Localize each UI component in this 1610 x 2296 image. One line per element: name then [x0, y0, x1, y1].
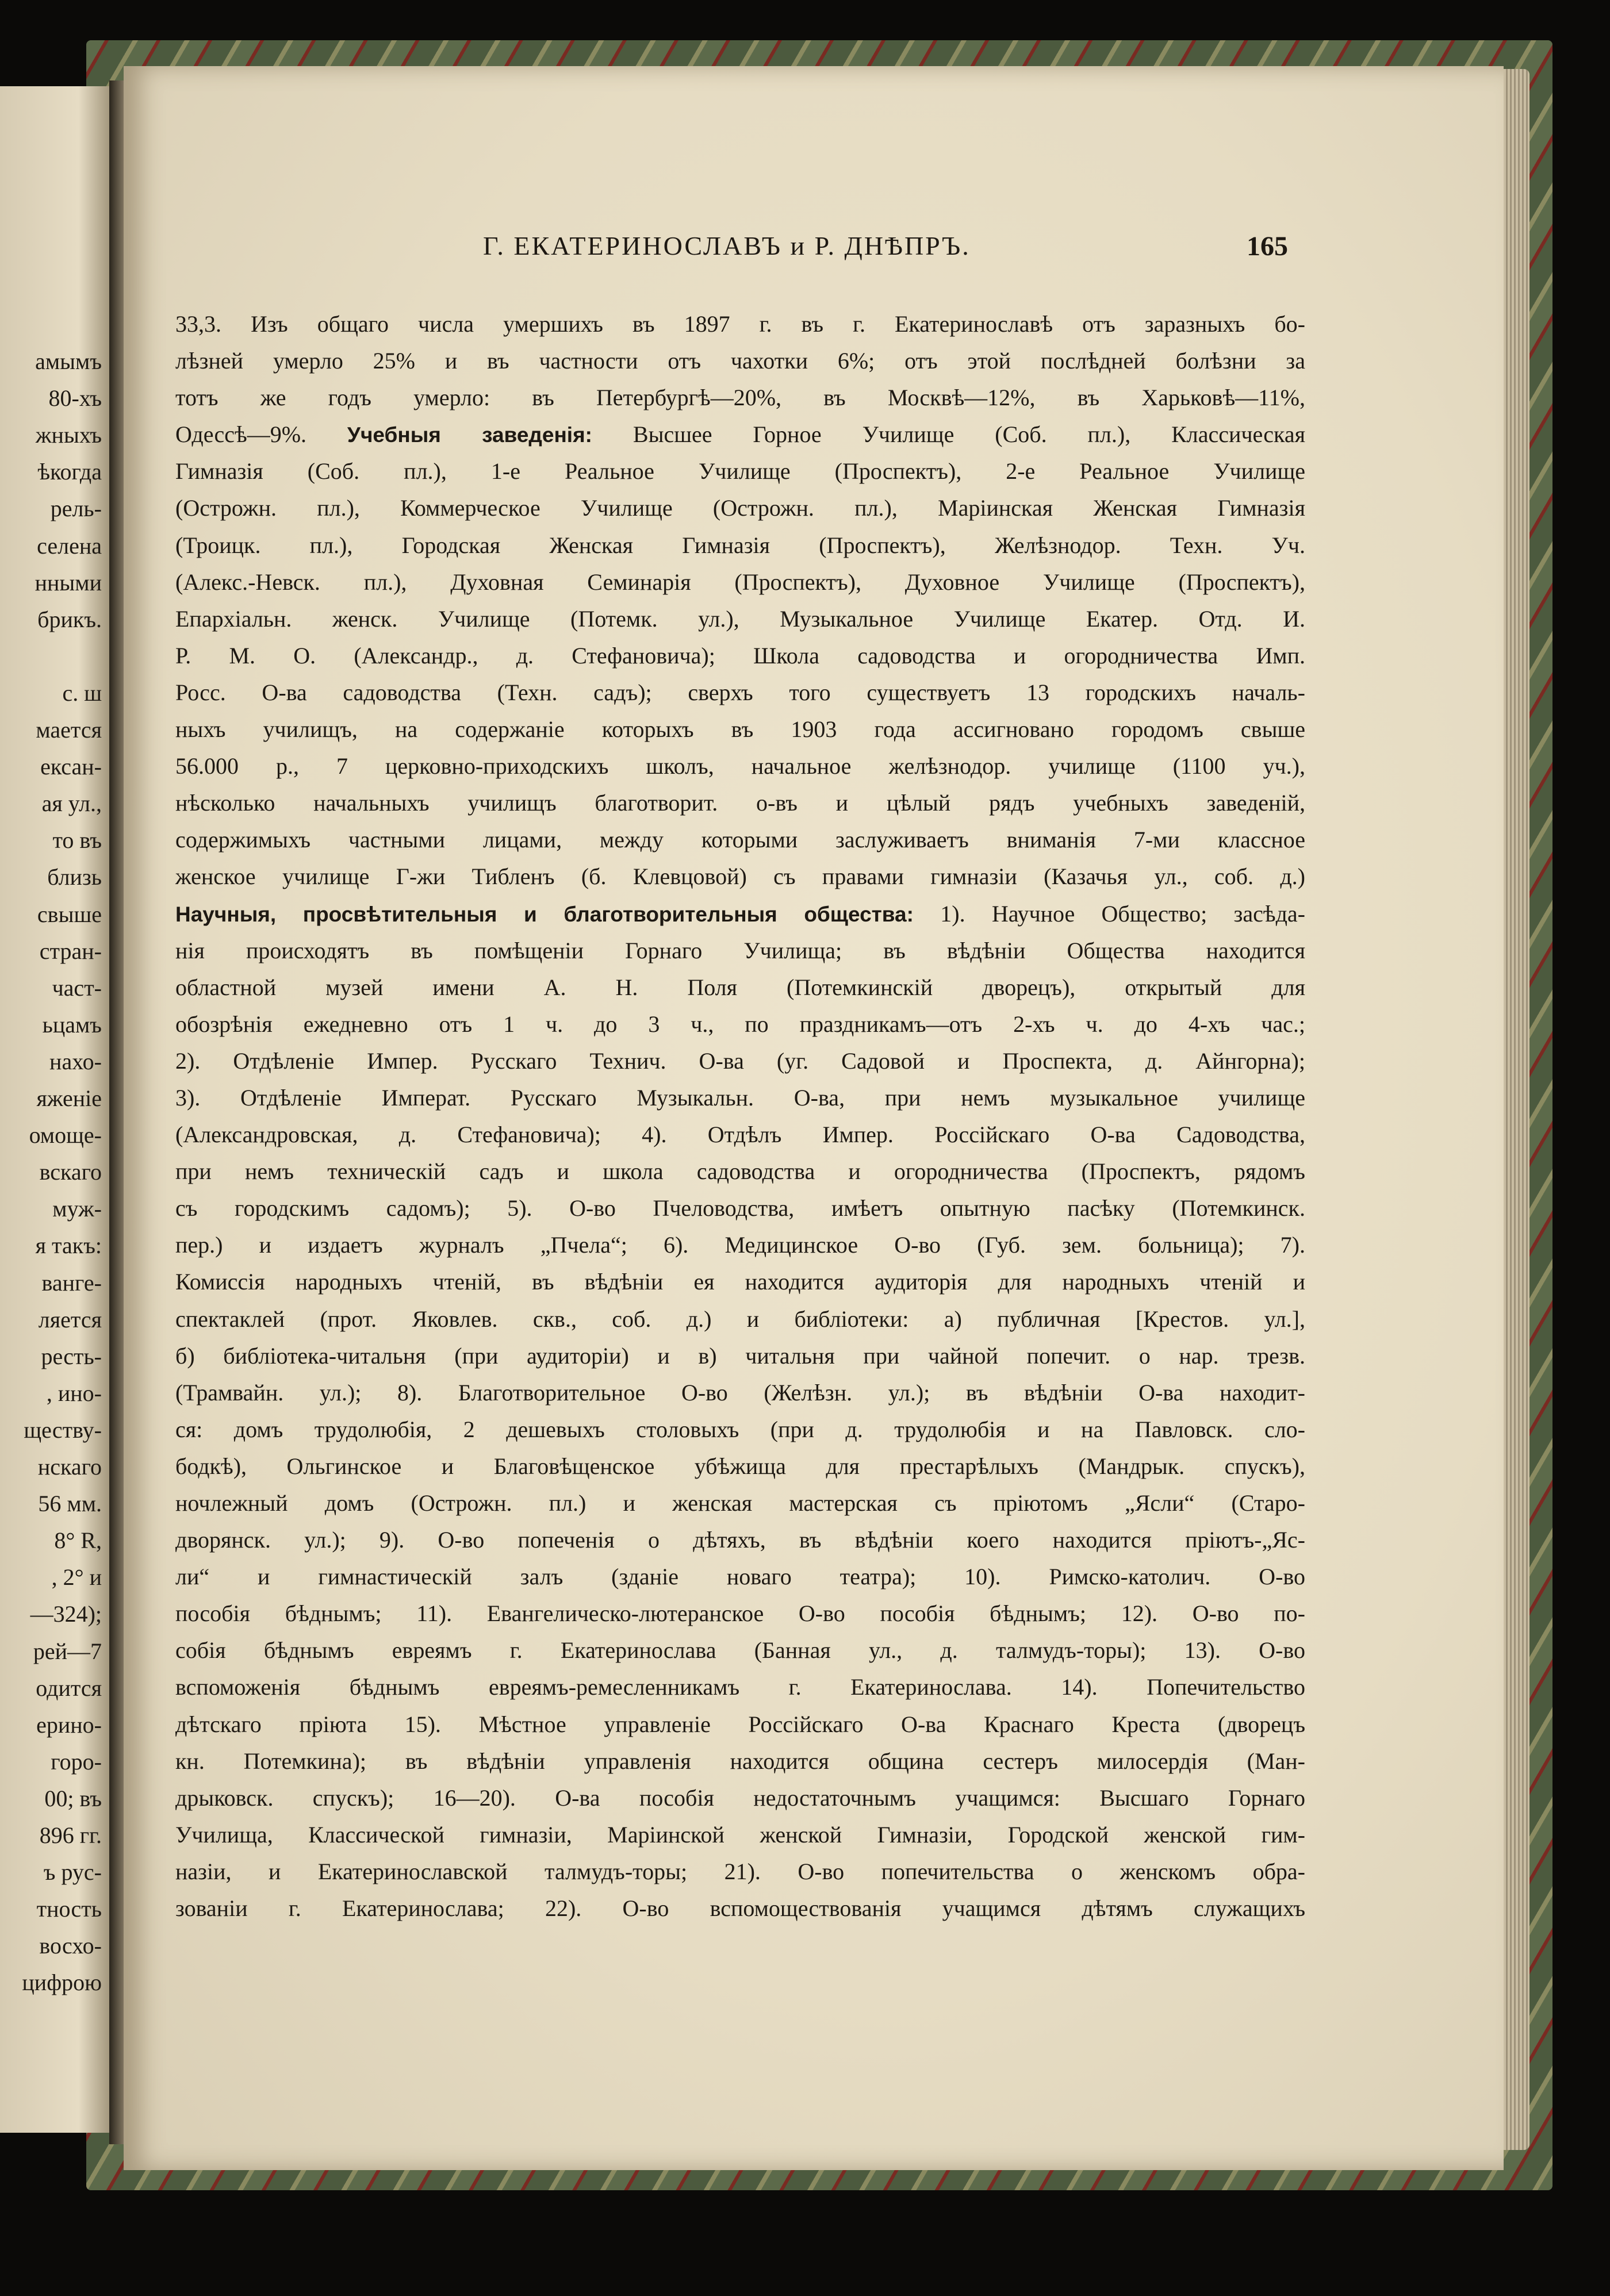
left-page-line: ляется: [38, 1306, 102, 1333]
running-head: Г. ЕКАТЕРИНОСЛАВЪ и Р. ДНѢПРЪ.: [483, 231, 971, 260]
text-line: (Острожн. пл.), Коммерческое Училище (Острожн. пл.), Маріинская Женская Гимназія: [175, 495, 1305, 521]
left-page-line: ресть-: [41, 1343, 102, 1369]
page-header: [483, 231, 1288, 265]
left-page-line: муж-: [52, 1196, 102, 1222]
left-page-line: нными: [34, 569, 102, 596]
text-line: вспоможенія бѣднымъ евреямъ-ремесленникамъ г. Екатеринослава. 14). Попечительство: [175, 1674, 1305, 1700]
text-line: дрыковск. спускъ); 16—20). О-ва пособія недостаточнымъ учащимся: Высшаго Горнаго: [175, 1784, 1305, 1811]
text-line: пособія бѣднымъ; 11). Евангелическо-лютеранское О-во пособія бѣднымъ; 12). О-во по-: [175, 1600, 1305, 1627]
text-line: Р. М. О. (Александр., д. Стефановича); Школа садоводства и огородничества Имп.: [175, 642, 1305, 669]
left-page-line: жныхъ: [35, 422, 102, 448]
text-line: 56.000 р., 7 церковно-приходскихъ школъ, начальное желѣзнодор. училище (1100 уч.),: [175, 753, 1305, 780]
text-line: собія бѣднымъ евреямъ г. Екатеринослава (Банная ул., д. талмудъ-торы); 13). О-во: [175, 1637, 1305, 1664]
left-page-line: близь: [47, 864, 102, 890]
section-heading-educational: Учебныя заведенія:: [347, 423, 592, 447]
text-span: Одессѣ—9%.: [175, 421, 307, 448]
section-heading-societies: Научныя, просвѣтительныя и благотворительныя общества:: [175, 902, 914, 926]
left-page-line: я такъ:: [35, 1233, 102, 1259]
body-text: [175, 306, 1305, 1927]
text-line: назіи, и Екатеринославской талмудъ-торы; 21). О-во попечительства о женскомъ обра-: [175, 1858, 1305, 1884]
text-line: (Трамвайн. ул.); 8). Благотворительное О-во (Желѣзн. ул.); въ вѣдѣніи О-ва находит-: [175, 1379, 1305, 1406]
text-line: Комиссія народныхъ чтеній, въ вѣдѣніи ея находится аудиторія для народныхъ чтеній и: [175, 1269, 1305, 1295]
left-page-line: вскаго: [39, 1159, 102, 1185]
text-line: при немъ техническій садъ и школа садоводства и огородничества (Проспектъ, рядомъ: [175, 1158, 1305, 1185]
left-page-line: 80-хъ: [48, 385, 102, 412]
text-line: Гимназія (Соб. пл.), 1-е Реальное Училище (Проспектъ), 2-е Реальное Училище: [175, 458, 1305, 485]
left-page-line: ѣкогда: [37, 459, 102, 485]
text-line: Росс. О-ва садоводства (Техн. садъ); сверхъ того существуетъ 13 городскихъ началь-: [175, 679, 1305, 705]
left-page-line: ъ рус-: [43, 1859, 102, 1886]
page-number: 165: [1247, 231, 1288, 262]
text-line: 3). Отдѣленіе Императ. Русскаго Музыкальн. О-ва, при немъ музыкальное училище: [175, 1084, 1305, 1111]
text-span: 1). Научное Общество; засѣда-: [940, 900, 1305, 927]
left-page-line: селена: [37, 532, 102, 559]
text-line: дворянск. ул.); 9). О-во попеченія о дѣтяхъ, въ вѣдѣніи коего находится пріютъ-„Яс-: [175, 1527, 1305, 1553]
text-line: кн. Потемкина); въ вѣдѣніи управленія находится община сестеръ милосердія (Ман-: [175, 1748, 1305, 1774]
text-line: ныхъ училищъ, на содержаніе которыхъ въ 1903 года ассигновано городомъ свыше: [175, 716, 1305, 743]
text-line: Училища, Классической гимназіи, Маріинской женской Гимназіи, Городской женской гим-: [175, 1821, 1305, 1848]
left-page-line: ексан-: [40, 754, 102, 780]
text-line: 33,3. Изъ общаго числа умершихъ въ 1897 г. въ г. Екатеринославѣ отъ заразныхъ бо-: [175, 311, 1305, 337]
left-page-line: цифрою: [22, 1969, 102, 1996]
left-page-line: , ино-: [46, 1380, 102, 1406]
left-page-line: мается: [36, 717, 102, 743]
text-line: женское училище Г-жи Тибленъ (б. Клевцовой) съ правами гимназіи (Казачья ул., соб. д.): [175, 863, 1305, 890]
left-page-line: нскаго: [37, 1454, 102, 1480]
text-line: 2). Отдѣленіе Импер. Русскаго Технич. О-ва (уг. Садовой и Проспекта, д. Айнгорна);: [175, 1047, 1305, 1074]
text-line: ли“ и гимнастическій залъ (зданіе новаго театра); 10). Римско-католич. О-во: [175, 1564, 1305, 1590]
left-page-line: ществу-: [24, 1416, 102, 1443]
text-line: зованіи г. Екатеринослава; 22). О-во вспомоществованія учащимся дѣтямъ служащихъ: [175, 1895, 1305, 1922]
text-line: съ городскимъ садомъ); 5). О-во Пчеловодства, имѣетъ опытную пасѣку (Потемкинск.: [175, 1195, 1305, 1222]
text-line: ночлежный домъ (Острожн. пл.) и женская мастерская съ пріютомъ „Ясли“ (Старо-: [175, 1490, 1305, 1516]
text-line: обозрѣнія ежедневно отъ 1 ч. до 3 ч., по праздникамъ—отъ 2-хъ ч. до 4-хъ час.;: [175, 1011, 1305, 1037]
text-line: бодкѣ), Ольгинское и Благовѣщенское убѣжища для престарѣлыхъ (Мандрык. спускъ),: [175, 1453, 1305, 1479]
left-page-line: нахо-: [49, 1048, 102, 1074]
text-line: спектаклей (прот. Яковлев. скв., соб. д.) и библіотеки: а) публичная [Крестов. ул.],: [175, 1306, 1305, 1332]
text-line: нія происходятъ въ помѣщеніи Горнаго Училища; въ вѣдѣніи Общества находится: [175, 937, 1305, 963]
text-line: (Троицк. пл.), Городская Женская Гимназія (Проспектъ), Желѣзнодор. Техн. Уч.: [175, 532, 1305, 558]
left-page-line: восхо-: [39, 1933, 102, 1959]
left-page-line: ерино-: [36, 1711, 102, 1738]
left-page-line: стран-: [39, 938, 102, 964]
left-page-line: 8° R,: [54, 1527, 102, 1554]
left-page-line: одится: [36, 1675, 102, 1701]
left-page-fragment: [0, 86, 112, 2133]
left-page-line: 56 мм.: [38, 1491, 102, 1517]
left-page-line: ьцамъ: [42, 1011, 102, 1038]
text-line: б) библіотека-читальня (при аудиторіи) и в) читальня при чайной попечит. о нар. трезв.: [175, 1342, 1305, 1369]
text-line: (Александровская, д. Стефановича); 4). Отдѣлъ Импер. Россійскаго О-ва Садоводства,: [175, 1122, 1305, 1148]
left-page-line: то въ: [52, 827, 102, 854]
text-line: (Алекс.-Невск. пл.), Духовная Семинарія (Проспектъ), Духовное Училище (Проспектъ),: [175, 569, 1305, 595]
text-line: областной музей имени А. Н. Поля (Потемкинскій дворецъ), открытый для: [175, 974, 1305, 1000]
text-line: [175, 896, 1305, 932]
left-page-line: горо-: [51, 1748, 102, 1775]
left-page-line: 896 гг.: [39, 1822, 102, 1848]
left-page-line: част-: [52, 974, 102, 1001]
text-line: пер.) и издаетъ журналъ „Пчела“; 6). Медицинское О-во (Губ. зем. больница); 7).: [175, 1232, 1305, 1258]
left-page-line: 00; въ: [44, 1785, 102, 1811]
text-line: Епархіальн. женск. Училище (Потемк. ул.), Музыкальное Училище Екатер. Отд. И.: [175, 605, 1305, 632]
left-page-line: тность: [36, 1896, 102, 1922]
left-page-line: с. ш: [62, 679, 102, 706]
left-page-line: —324);: [30, 1601, 102, 1627]
text-line: дѣтскаго пріюта 15). Мѣстное управленіе Россійскаго О-ва Краснаго Креста (дворецъ: [175, 1711, 1305, 1737]
left-page-line: брикъ.: [37, 606, 102, 632]
left-page-line: рель-: [50, 496, 102, 522]
left-page-line: амымъ: [35, 348, 102, 374]
text-line: нѣсколько начальныхъ училищъ благотворит. о-въ и цѣлый рядъ учебныхъ заведеній,: [175, 790, 1305, 816]
text-line: содержимыхъ частными лицами, между которыми заслуживаетъ вниманія 7-ми классное: [175, 827, 1305, 853]
left-page-line: ванге-: [41, 1269, 102, 1296]
text-span: Высшее Горное Училище (Соб. пл.), Классическая: [632, 421, 1305, 448]
text-line: ся: домъ трудолюбія, 2 дешевыхъ столовыхъ (при д. трудолюбія и на Павловск. сло-: [175, 1416, 1305, 1442]
text-line: тотъ же годъ умерло: въ Петербургѣ—20%, въ Москвѣ—12%, въ Харьковѣ—11%,: [175, 385, 1305, 411]
left-page-line: , 2° и: [51, 1564, 102, 1591]
text-line: лѣзней умерло 25% и въ частности отъ чахотки 6%; отъ этой послѣдней болѣзни за: [175, 348, 1305, 374]
left-page-line: рей—7: [33, 1638, 102, 1664]
left-page-line: ая ул.,: [41, 790, 102, 817]
text-line: [175, 416, 1305, 453]
left-page-line: омоще-: [29, 1122, 102, 1149]
left-page-line: свыше: [37, 901, 102, 927]
left-page-line: яженіе: [36, 1085, 102, 1111]
